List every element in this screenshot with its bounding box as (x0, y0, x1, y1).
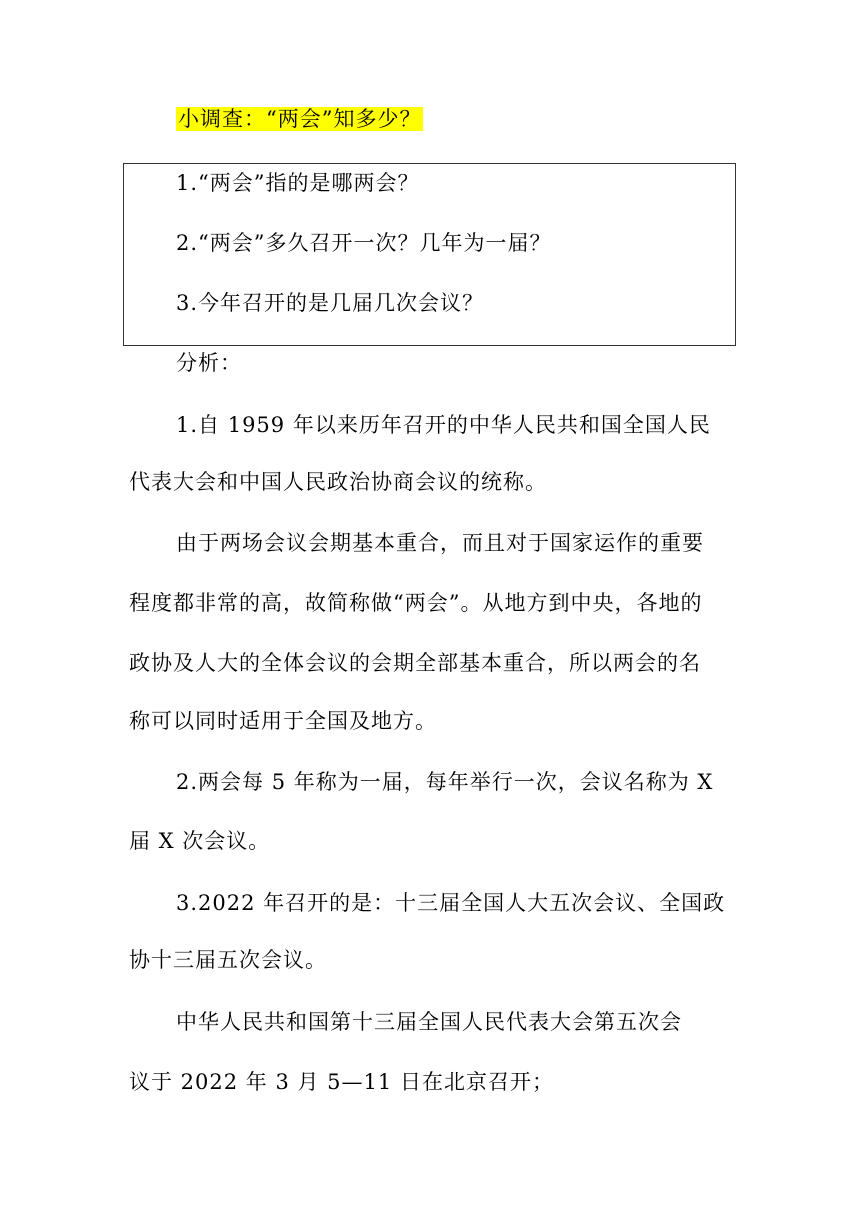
analysis-line: 届 X 次会议。 (129, 829, 271, 853)
analysis-line: 由于两场会议会期基本重合，而且对于国家运作的重要 (176, 531, 704, 555)
analysis-line: 中华人民共和国第十三届全国人民代表大会第五次会 (176, 1010, 682, 1034)
analysis-line: 2.两会每 5 年称为一届，每年举行一次，会议名称为 X (176, 770, 714, 794)
analysis-line: 协十三届五次会议。 (129, 948, 327, 972)
question-item: 3.今年召开的是几届几次会议？ (176, 291, 485, 315)
analysis-line: 代表大会和中国人民政治协商会议的统称。 (129, 470, 547, 494)
survey-title: 小调查：“两会”知多少？ (178, 107, 422, 131)
analysis-heading: 分析： (176, 351, 242, 375)
analysis-line: 3.2022 年召开的是：十三届全国人大五次会议、全国政 (176, 891, 726, 915)
analysis-line: 1.自 1959 年以来历年召开的中华人民共和国全国人民 (176, 413, 711, 437)
question-item: 2.“两会”多久召开一次？几年为一届？ (176, 231, 552, 255)
analysis-line: 称可以同时适用于全国及地方。 (129, 709, 437, 733)
question-item: 1.“两会”指的是哪两会？ (176, 171, 420, 195)
analysis-line: 程度都非常的高，故简称做“两会”。从地方到中央，各地的 (129, 591, 703, 615)
analysis-line: 政协及人大的全体会议的会期全部基本重合，所以两会的名 (129, 651, 701, 675)
survey-title-line (176, 104, 423, 134)
analysis-line: 议于 2022 年 3 月 5—11 日在北京召开； (129, 1070, 554, 1094)
